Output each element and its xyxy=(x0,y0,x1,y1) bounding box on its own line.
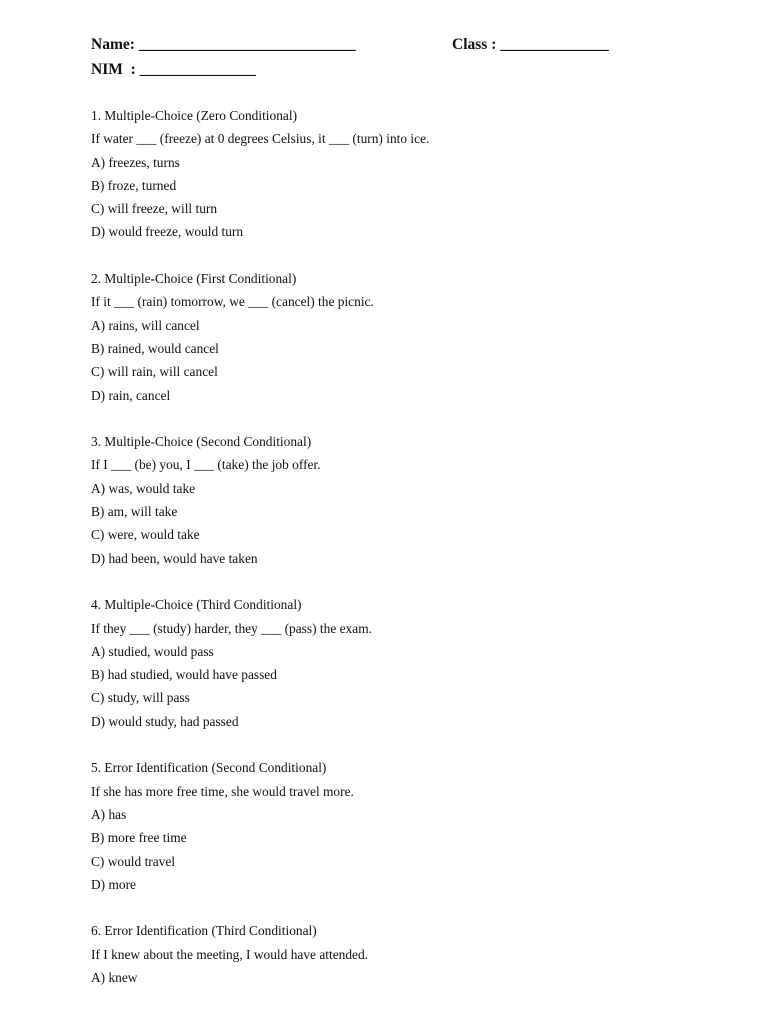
nim-field-label: NIM : _______________ xyxy=(91,61,256,78)
question-title: 6. Error Identification (Third Conditional) xyxy=(91,923,317,939)
answer-option: D) would study, had passed xyxy=(91,713,239,729)
answer-option: A) freezes, turns xyxy=(91,154,180,170)
question-title: 4. Multiple-Choice (Third Conditional) xyxy=(91,597,302,613)
answer-option: D) rain, cancel xyxy=(91,387,171,403)
answer-option: A) rains, will cancel xyxy=(91,317,200,333)
question-block xyxy=(91,434,711,574)
question-title: 1. Multiple-Choice (Zero Conditional) xyxy=(91,108,298,123)
question-prompt: If they ___ (study) harder, they ___ (pass) the exam. xyxy=(91,620,372,636)
question-block xyxy=(91,760,711,900)
question-prompt: If water ___ (freeze) at 0 degrees Celsius, it ___ (turn) into ice. xyxy=(91,131,430,147)
answer-option: D) had been, would have taken xyxy=(91,550,258,566)
answer-option: D) more xyxy=(91,876,136,892)
question-list xyxy=(91,108,711,993)
question-title: 3. Multiple-Choice (Second Conditional) xyxy=(91,434,312,450)
question-prompt: If I ___ (be) you, I ___ (take) the job offer. xyxy=(91,457,321,473)
answer-option: B) had studied, would have passed xyxy=(91,667,277,683)
question-prompt: If it ___ (rain) tomorrow, we ___ (cancel) the picnic. xyxy=(91,294,374,310)
answer-option: A) has xyxy=(91,806,127,822)
answer-option: D) would freeze, would turn xyxy=(91,224,244,240)
question-block xyxy=(91,271,711,411)
answer-option: B) rained, would cancel xyxy=(91,340,219,356)
answer-option: B) froze, turned xyxy=(91,177,177,193)
answer-option: C) were, would take xyxy=(91,527,200,543)
question-title: 2. Multiple-Choice (First Conditional) xyxy=(91,271,297,287)
question-block xyxy=(91,108,711,248)
answer-option: C) will rain, will cancel xyxy=(91,364,218,380)
question-block xyxy=(91,597,711,737)
answer-option: C) would travel xyxy=(91,853,176,869)
answer-option: B) am, will take xyxy=(91,504,178,520)
question-title: 5. Error Identification (Second Conditional) xyxy=(91,760,327,776)
question-prompt: If she has more free time, she would travel more. xyxy=(91,783,354,799)
answer-option: C) will freeze, will turn xyxy=(91,201,218,217)
class-field-label: Class : ______________ xyxy=(452,36,609,53)
answer-option: A) studied, would pass xyxy=(91,643,214,659)
question-prompt: If I knew about the meeting, I would have attended. xyxy=(91,946,369,962)
name-field-label: Name: ____________________________ xyxy=(91,36,356,53)
answer-option: C) study, will pass xyxy=(91,690,190,706)
question-block xyxy=(91,923,711,993)
answer-option: A) knew xyxy=(91,969,138,985)
answer-option: A) was, would take xyxy=(91,480,196,496)
answer-option: B) more free time xyxy=(91,830,187,846)
